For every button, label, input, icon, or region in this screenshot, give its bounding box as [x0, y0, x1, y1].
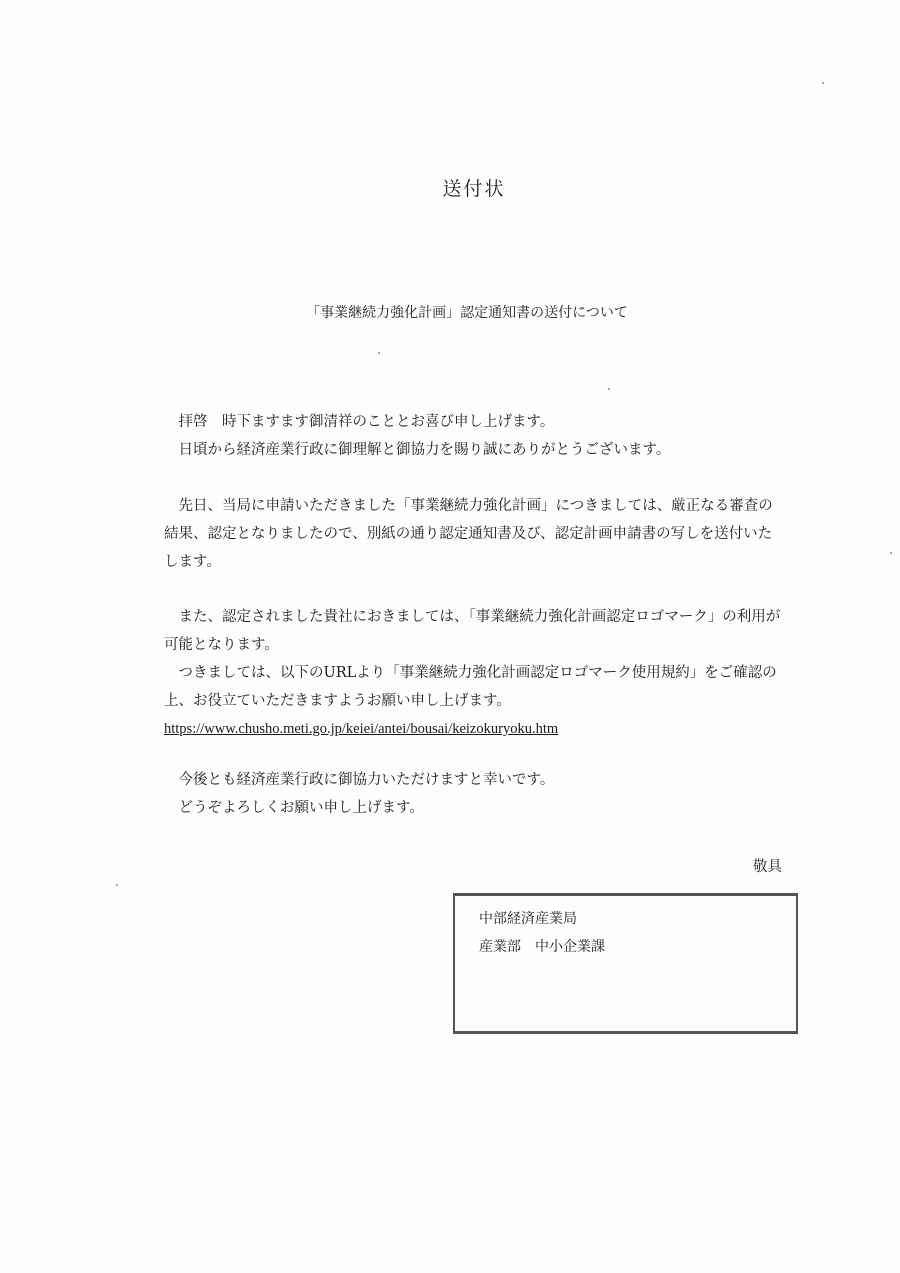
- sender-box: [453, 893, 798, 1034]
- usage-terms-text: つきましては、以下のURLより「事業継続力強化計画認定ロゴマーク使用規約」をご確認の上、お役立ていただきますようお願い申し上げます。: [164, 665, 777, 709]
- sender-organization: 中部経済産業局: [479, 911, 577, 927]
- scan-speck: [822, 82, 824, 84]
- scan-speck: [608, 388, 610, 390]
- closing-word: 敬具: [753, 859, 782, 875]
- greeting-line-2: 日頃から経済産業行政に御理解と御協力を賜り誠にありがとうございます。: [178, 442, 671, 458]
- terms-url-link[interactable]: https://www.chusho.meti.go.jp/keiei/antei/bousai/keizokuryoku.htm: [164, 721, 559, 737]
- logo-mark-paragraph: [164, 603, 786, 743]
- approval-paragraph: [164, 492, 786, 576]
- approval-text: 先日、当局に申請いただきました「事業継続力強化計画」につきましては、厳正なる審査の結果、認定となりましたので、別紙の通り認定通知書及び、認定計画申請書の写しを送付いたします。: [164, 498, 773, 570]
- closing-line-2: どうぞよろしくお願い申し上げます。: [178, 800, 424, 816]
- closing-line-1: 今後とも経済産業行政に御協力いただけますと幸いです。: [178, 772, 555, 788]
- sender-department: 産業部 中小企業課: [479, 939, 605, 955]
- document-subject: 「事業継続力強化計画」認定通知書の送付について: [306, 305, 628, 321]
- closing-paragraph: [164, 766, 786, 822]
- scan-speck: [890, 552, 892, 554]
- document-title: 送付状: [442, 178, 506, 200]
- scan-speck: [116, 884, 118, 886]
- greeting-line-1: 拝啓 時下ますます御清祥のこととお喜び申し上げます。: [178, 414, 555, 430]
- logo-mark-text: また、認定されました貴社におきましては、「事業継続力強化計画認定ロゴマーク」の利用が可能となります。: [164, 609, 781, 653]
- scan-speck: [378, 352, 380, 354]
- greeting-paragraph: [164, 408, 786, 464]
